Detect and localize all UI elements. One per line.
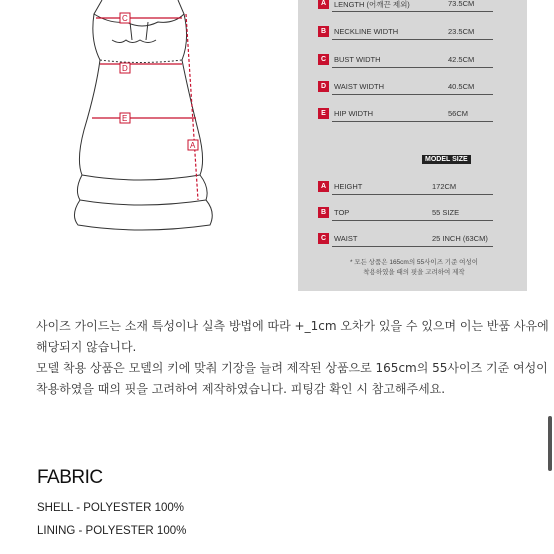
size-row — [298, 107, 527, 121]
guide-line: 모델 착용 상품은 모델의 키에 맞춰 기장을 늘려 제작된 상품으로 165cm의 55사이즈 기준 여성이 — [36, 361, 548, 375]
label-d: D — [122, 64, 128, 73]
model-row — [298, 180, 527, 194]
row-divider — [332, 121, 493, 122]
row-name: WAIST WIDTH — [334, 82, 384, 91]
guide-line: 사이즈 가이드는 소재 특성이나 실측 방법에 따라 +_1cm 오차가 있을 수 있으며 이는 반품 사유에 — [36, 319, 549, 333]
row-divider — [332, 39, 493, 40]
row-divider — [332, 220, 493, 221]
row-name: BUST WIDTH — [334, 55, 381, 64]
row-value: 55 SIZE — [432, 208, 460, 217]
row-name: HEIGHT — [334, 182, 363, 191]
size-row — [298, 53, 527, 67]
row-value: 172CM — [432, 182, 457, 191]
fabric-heading: FABRIC — [37, 467, 103, 488]
label-a: A — [190, 141, 196, 150]
label-c: C — [122, 14, 128, 23]
row-value: 23.5CM — [448, 27, 475, 36]
row-value: 73.5CM — [448, 0, 475, 8]
fabric-lining: LINING - POLYESTER 100% — [37, 525, 187, 537]
guide-line: 해당되지 않습니다. — [36, 340, 137, 354]
row-letter: C — [318, 233, 329, 244]
row-value: 25 INCH (63CM) — [432, 234, 488, 243]
row-letter: E — [318, 108, 329, 119]
row-letter: D — [318, 81, 329, 92]
dress-measurement-illustration — [60, 0, 240, 300]
row-value: 56CM — [448, 109, 469, 118]
row-divider — [332, 11, 493, 12]
row-value: 40.5CM — [448, 82, 475, 91]
scrollbar-thumb[interactable] — [548, 416, 552, 471]
row-name: NECKLINE WIDTH — [334, 27, 399, 36]
row-letter: B — [318, 26, 329, 37]
size-guide-text — [36, 316, 549, 400]
note-line: * 모든 상품은 165cm의 55사이즈 기준 여성이 — [349, 259, 478, 266]
row-value: 42.5CM — [448, 55, 475, 64]
fabric-shell: SHELL - POLYESTER 100% — [37, 502, 185, 514]
model-row — [298, 232, 527, 246]
row-letter: B — [318, 207, 329, 218]
row-divider — [332, 67, 493, 68]
row-letter: C — [318, 54, 329, 65]
row-name: WAIST — [334, 234, 358, 243]
size-row — [298, 80, 527, 94]
note-line: 착용하였을 때의 핏을 고려하여 제작 — [363, 269, 465, 276]
row-name: TOP — [334, 208, 350, 217]
row-letter: A — [318, 181, 329, 192]
row-divider — [332, 194, 493, 195]
size-row — [298, 25, 527, 39]
model-size-badge: MODEL SIZE — [422, 155, 471, 164]
model-note — [318, 258, 510, 278]
row-letter: A — [318, 0, 329, 9]
row-name: LENGTH (어깨끈 제외) — [334, 0, 410, 9]
size-row — [298, 0, 527, 11]
model-row — [298, 206, 527, 220]
row-divider — [332, 246, 493, 247]
size-chart-panel — [298, 0, 527, 291]
guide-line: 착용하였을 때의 핏을 고려하여 제작하였습니다. 피팅감 확인 시 참고해주세요. — [36, 382, 446, 396]
row-name: HIP WIDTH — [334, 109, 374, 118]
row-divider — [332, 94, 493, 95]
label-e: E — [122, 114, 128, 123]
